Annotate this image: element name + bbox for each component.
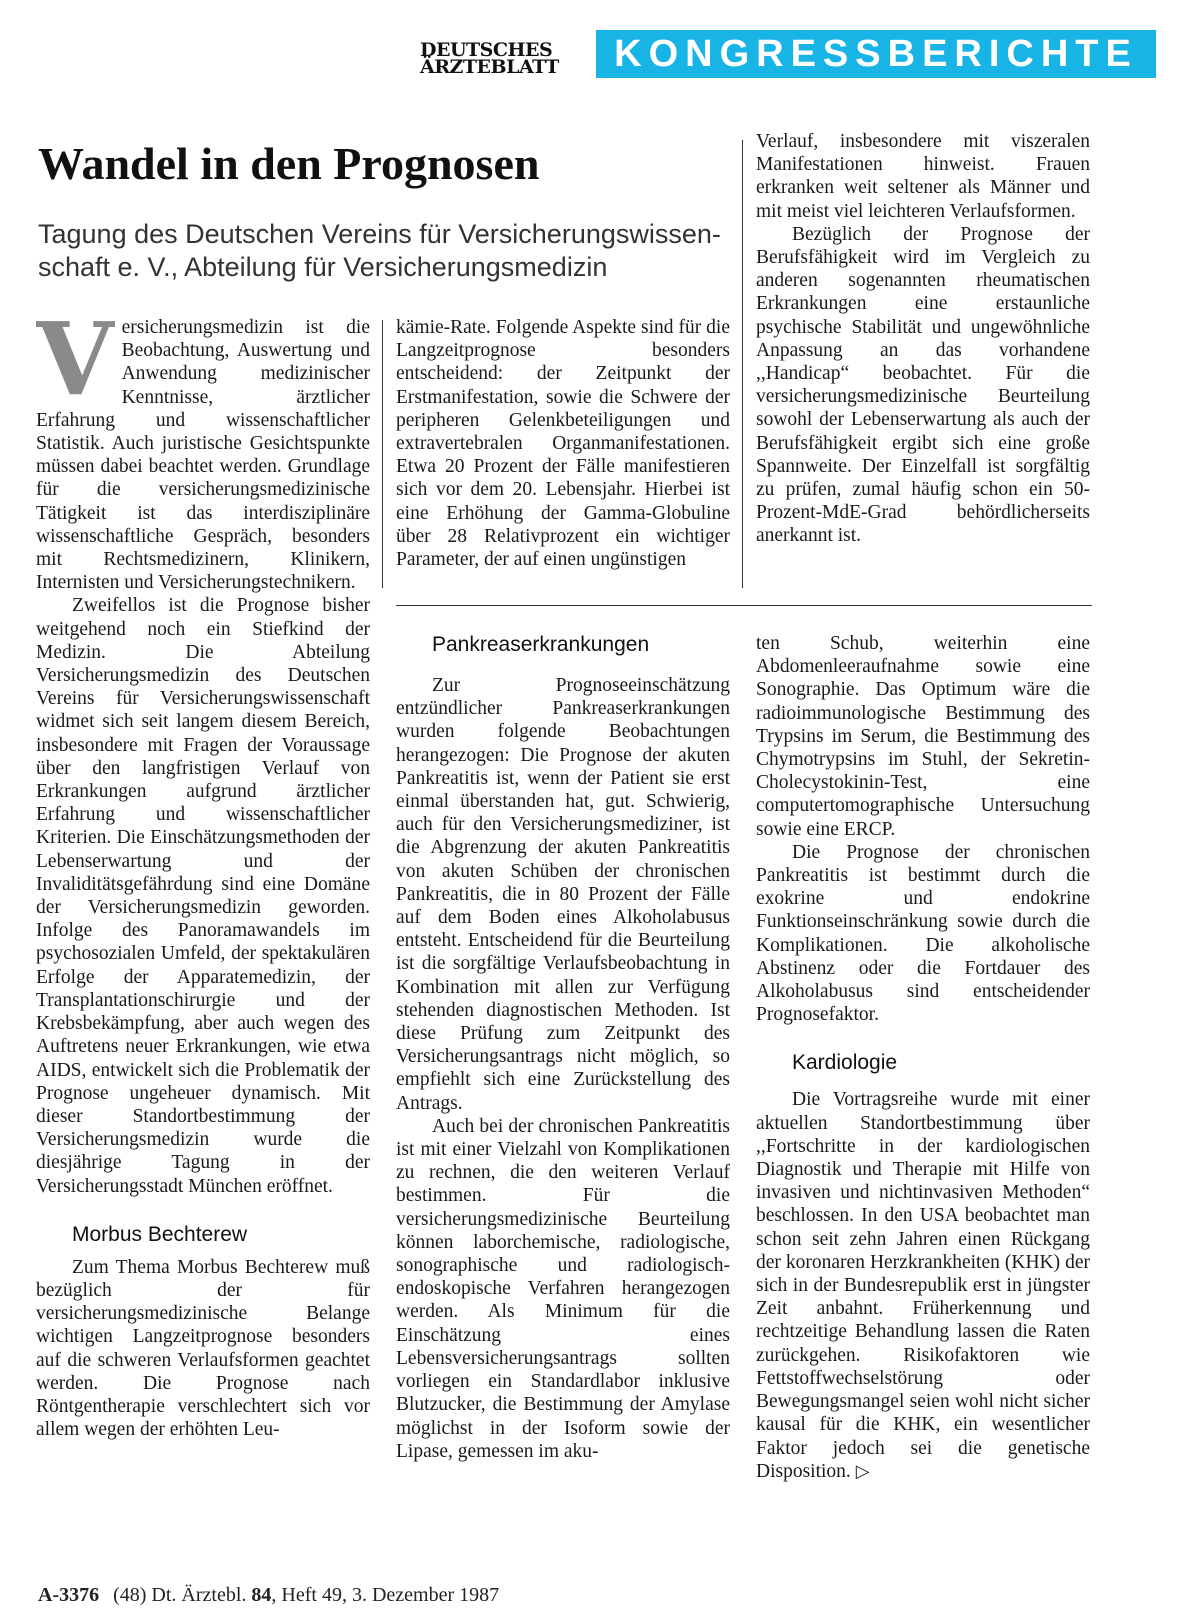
citation-suffix: , Heft 49, 3. Dezember 1987: [271, 1584, 500, 1606]
column-2-bottom: [396, 632, 730, 1484]
column-2-top: [396, 316, 730, 592]
paragraph: Zweifellos ist die Prognose bisher weitgehend noch ein Stiefkind der Medizin. Die Abteilung Versicherungsmedizin des Deutschen Vereins für Versicherungswissenschaft widmet sich seit langem diesem Bereich, insbesondere mit Fragen der Voraussage über den langfristigen Verlauf von Erkrankungen aufgrund ärztlicher Erfahrung und wissenschaftlicher Kriterien. Die Einschätzungsmethoden der Lebenserwartung und der Invaliditätsgefährdung sind eine Domäne der Versicherungsmedizin geworden. Infolge des Panoramawandels im psychosozialen Umfeld, der spektakulären Erfolge der Apparatemedizin, der Transplantationschirurgie und der Krebsbekämpfung, aber auch wegen des Auftretens neuer Erkrankungen, wie etwa AIDS, entwickelt sich die Problematik der Prognose ungeheuer dynamisch. Mit dieser Standortbestimmung der Versicherungsmedizin wurde die diesjährige Tagung in der Versicherungsstadt München eröffnet.: [36, 595, 370, 1197]
paragraph: ten Schub, weiterhin eine Abdomenleeraufnahme sowie eine Sonographie. Das Optimum wäre die radioimmunologische Bestimmung des Trypsins im Serum, die Bestimmung des Chymotrypsins im Stuhl, der Sekretin-Cholecystokinin-Test, eine computertomographische Untersuchung sowie eine ERCP.: [756, 633, 1090, 840]
section-banner: KONGRESSBERICHTE: [596, 30, 1156, 78]
brand-line-1: DEUTSCHES: [420, 39, 553, 61]
page-number: A-3376: [38, 1584, 100, 1606]
journal-logo: [420, 39, 590, 78]
continue-arrow-icon: ▷: [855, 1460, 870, 1481]
paragraph: Verlauf, insbesondere mit viszeralen Manifestationen hinweist. Frauen erkranken weit seltener als Männer und mit meist viel leichteren Verlaufsformen.: [756, 131, 1090, 222]
column-3-bottom: [756, 632, 1090, 1484]
column-1: [36, 316, 370, 1484]
column-divider: [382, 320, 383, 588]
article-subtitle: Tagung des Deutschen Vereins für Versicherungswissen-schaft e. V., Abteilung für Versicherungsmedizin: [38, 219, 721, 282]
paragraph-text: Die Vortragsreihe wurde mit einer aktuellen Standortbestimmung über ,,Fortschritte in der kardiologischen Diagnostik und Therapie mit Hilfe von invasiven und nichtinvasiven Methoden“ beschlossen. In den USA beobachtet man schon seit zehn Jahren einen Rückgang der koronaren Herzkrankheiten (KHK) der sich in der Bundesrepublik erst in jüngster Zeit anbahnt. Früherkennung und rechtzeitige Behandlung lassen die Raten zurückgehen. Risikofaktoren wie Fettstoffwechselstörung oder Bewegungsmangel seien wohl nicht sicher kausal für die KHK, ein wesentlicher Faktor jedoch sei die genetische Disposition.: [756, 1089, 1090, 1482]
paragraph: Bezüglich der Prognose der Berufsfähigkeit wird im Vergleich zu anderen sogenannten rheumatischen Erkrankungen eine erstaunliche psychische Stabilität und ungewöhnliche Anpassung an das vorhandene ,,Handicap“ beobachtet. Für die versicherungsmedizinische Beurteilung sowohl der Lebenserwartung als auch der Berufsfähigkeit ergibt sich eine große Spannweite. Der Einzelfall ist sorgfältig zu prüfen, zumal häufig schon ein 50-Prozent-MdE-Grad behördlicherseits anerkannt ist.: [756, 223, 1090, 547]
masthead: [420, 30, 1160, 82]
intro-text: ersicherungsmedizin ist die Beobachtung, Auswertung und Anwendung medizinischer Kenntnisse, ärztlicher Erfahrung und wissenschaftlicher Statistik. Auch juristische Gesichtspunkte müssen dabei beachtet werden. Grundlage für die versicherungsmedizinische Tätigkeit ist das interdisziplinäre wissenschaftliche Gespräch, besonders mit Rechtsmedizinern, Klinikern, Internisten und Versicherungstechnikern.: [36, 317, 370, 594]
citation-prefix: (48) Dt. Ärztebl.: [113, 1584, 247, 1606]
drop-cap: V: [36, 316, 114, 418]
section-heading-bechterew: Morbus Bechterew: [72, 1222, 248, 1246]
paragraph: Zum Thema Morbus Bechterew muß bezüglich der für versicherungsmedizinische Belange wichtigen Langzeitprognose besonders auf die schweren Verlaufsformen geachtet werden. Die Prognose nach Röntgentherapie verschlechtert sich vor allem wegen der erhöhten Leu-: [36, 1256, 370, 1441]
paragraph: kämie-Rate. Folgende Aspekte sind für die Langzeitprognose besonders entscheidend: der Zeitpunkt der Erstmanifestation, sowie die Schwere der peripheren Gelenkbeteiligungen und extravertebralen Organmanifestationen. Etwa 20 Prozent der Fälle manifestieren sich vor dem 20. Lebensjahr. Hierbei ist eine Erhöhung der Gamma-Globuline über 28 Relativprozent ein wichtiger Parameter, der auf einen ungünstigen: [396, 317, 730, 571]
section-rule: [396, 605, 1092, 606]
intro-paragraph: [36, 316, 370, 594]
volume-number: 84: [251, 1584, 272, 1606]
paragraph: Zur Prognoseeinschätzung entzündlicher Pankreaserkrankungen wurden folgende Beobachtungen herangezogen: Die Prognose der akuten Pankreatitis ist, wenn der Patient sie erst einmal überstanden hat, gut. Schwierig, auch für den Versicherungsmediziner, ist die Abgrenzung der akuten Pankreatitis von akuten Schüben der chronischen Pankreatitis, die in 80 Prozent der Fälle auf dem Boden eines Alkoholabusus entsteht. Entscheidend für die Beurteilung ist die sorgfältige Verlaufsbeobachtung in Kombination mit allen zur Verfügung stehenden diagnostischen Methoden. Ist diese Prüfung zum Zeitpunkt des Versicherungsantrags nicht möglich, so empfiehlt sich eine Zurückstellung des Antrags.: [396, 675, 730, 1114]
column-3-top: [756, 130, 1090, 592]
article-title: Wandel in den Prognosen: [38, 138, 540, 189]
section-heading-kardiologie: Kardiologie: [792, 1051, 898, 1075]
paragraph: [756, 1088, 1090, 1482]
brand-line-2: ÄRZTEBLATT: [420, 56, 559, 78]
paragraph: Die Prognose der chronischen Pankreatitis ist bestimmt durch die exokrine und endokrine Funktionseinschränkung sowie durch die Komplikationen. Die alkoholische Abstinenz oder die Fortdauer des Alkoholabusus sind entscheidender Prognosefaktor.: [756, 841, 1090, 1026]
paragraph: Auch bei der chronischen Pankreatitis ist mit einer Vielzahl von Komplikationen zu rechnen, die den weiteren Verlauf bestimmen. Für die versicherungsmedizinische Beurteilung können laborchemische, radiologische, sonographische und radiologisch-endoskopische Verfahren herangezogen werden. Als Minimum für die Einschätzung eines Lebensversicherungsantrags sollten vorliegen ein Standardlabor inklusive Blutzucker, die Bestimmung der Amylase möglichst in der Isoform sowie der Lipase, gemessen im aku-: [396, 1115, 730, 1462]
section-heading-pankreas: Pankreaserkrankungen: [432, 633, 650, 656]
column-divider: [742, 140, 743, 588]
page-footer: [38, 1584, 499, 1607]
